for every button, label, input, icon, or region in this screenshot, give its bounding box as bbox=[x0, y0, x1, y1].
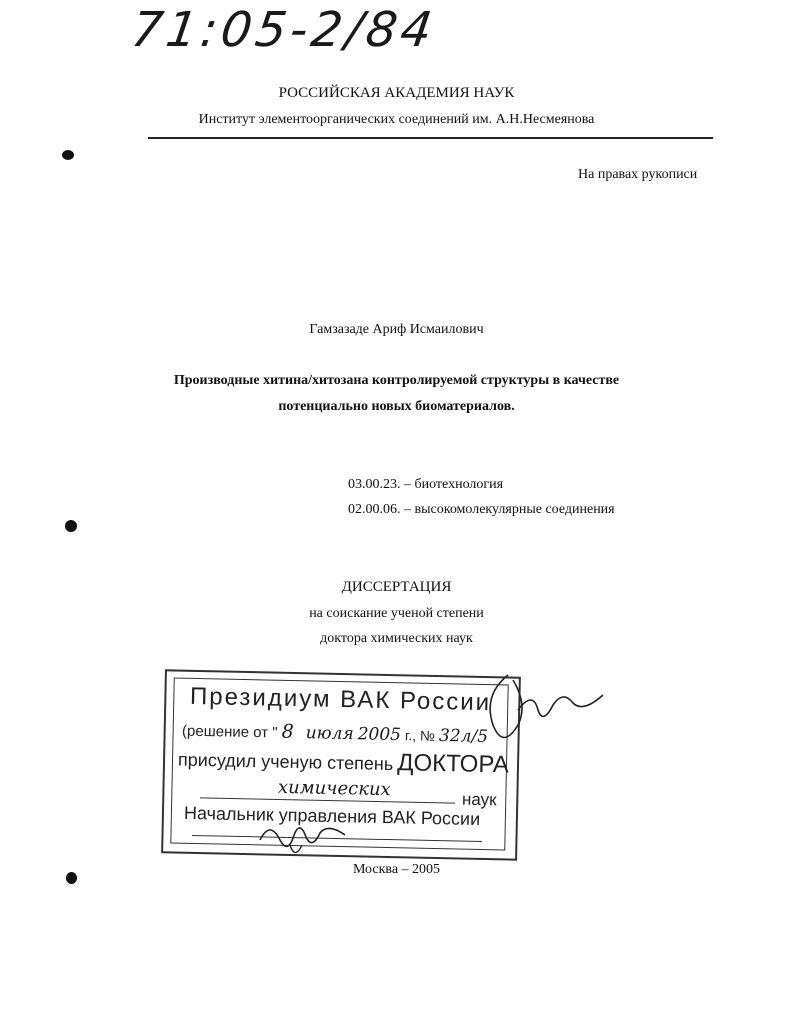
dissertation-type: ДИССЕРТАЦИЯ bbox=[341, 579, 452, 595]
stamp-decision-mid: г., № bbox=[404, 727, 436, 744]
scan-speck bbox=[65, 520, 77, 532]
stamp-decision-number: 32л/5 bbox=[438, 725, 489, 747]
stamp-awarded-degree: ДОКТОРА bbox=[396, 749, 510, 779]
stamp-decision-prefix: (решение от " bbox=[181, 722, 278, 742]
dissertation-purpose: на соискание ученой степени bbox=[309, 606, 484, 621]
stamp-presidium: Президиум ВАК России bbox=[189, 682, 492, 717]
specialty-2: 02.00.06. – высокомолекулярные соединения bbox=[348, 502, 615, 517]
stamp-head-title: Начальник управления ВАК России bbox=[183, 802, 481, 830]
scan-speck bbox=[62, 150, 74, 160]
author-name: Гамзазаде Ариф Исмаилович bbox=[309, 322, 484, 337]
author-signature bbox=[478, 665, 608, 755]
academy-name: РОССИЙСКАЯ АКАДЕМИЯ НАУК bbox=[278, 85, 515, 101]
stamp-science-handwritten: химических bbox=[277, 776, 391, 801]
specialty-1: 03.00.23. – биотехнология bbox=[348, 477, 504, 492]
dissertation-title-line2: потенциально новых биоматериалов. bbox=[278, 399, 515, 414]
stamp-awarded-prefix: присудил ученую степень bbox=[177, 749, 394, 775]
institute-name: Институт элементоорганических соединений им. А.Н.Несмеянова bbox=[198, 112, 595, 127]
stamp-signature bbox=[250, 815, 360, 865]
dissertation-degree: доктора химических наук bbox=[320, 631, 473, 646]
stamp-science-suffix: наук bbox=[461, 789, 497, 810]
stamp-decision-day: 8 bbox=[281, 720, 294, 743]
stamp-decision-month: июля bbox=[305, 723, 354, 745]
handwritten-archive-code: 71:05-2/84 bbox=[128, 2, 440, 58]
dissertation-title-line1: Производные хитина/хитозана контролируемой структуры в качестве bbox=[173, 373, 620, 388]
city-year: Москва – 2005 bbox=[352, 862, 441, 877]
stamp-decision-year: 2005 bbox=[357, 724, 402, 746]
rights-notice: На правах рукописи bbox=[578, 167, 698, 182]
header-divider bbox=[148, 137, 713, 139]
